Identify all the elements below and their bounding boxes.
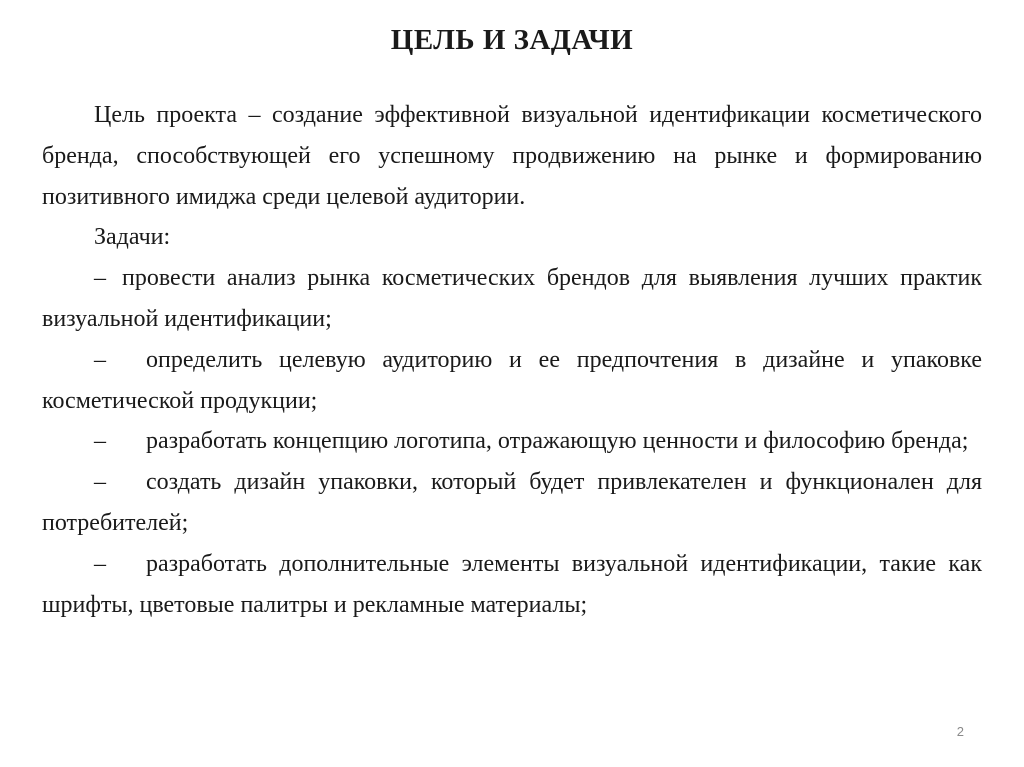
tasks-heading: Задачи: — [94, 224, 171, 251]
dash-bullet: – — [94, 346, 106, 373]
page-number: 2 — [956, 724, 964, 739]
task-item — [42, 544, 982, 626]
task-text: провести анализ рынка косметических брендов для выявления лучших практик визуальной идентификации; — [42, 265, 982, 332]
dash-bullet: – — [94, 469, 106, 496]
task-item — [42, 421, 982, 462]
slide-body — [42, 95, 982, 625]
task-text: создать дизайн упаковки, который будет привлекателен и функционален для потребителей; — [42, 469, 982, 536]
dash-bullet: – — [94, 428, 106, 455]
task-text: разработать дополнительные элементы визуальной идентификации, такие как шрифты, цветовые палитры и рекламные материалы; — [42, 550, 982, 618]
dash-bullet: – — [94, 550, 106, 577]
task-item — [42, 340, 982, 422]
task-item — [42, 258, 982, 340]
goal-paragraph: Цель проекта – создание эффективной визуальной идентификации косметического бренда, способствующей его успешному продвижению на рынке и формированию позитивного имиджа среди целевой аудитории. — [42, 102, 982, 210]
dash-bullet: – — [94, 265, 106, 292]
task-item — [42, 462, 982, 544]
task-text: определить целевую аудиторию и ее предпочтения в дизайне и упаковке косметической продукции; — [42, 346, 982, 414]
task-text: разработать концепцию логотипа, отражающую ценности и философию бренда; — [146, 428, 969, 455]
slide-title: ЦЕЛЬ И ЗАДАЧИ — [390, 24, 634, 56]
